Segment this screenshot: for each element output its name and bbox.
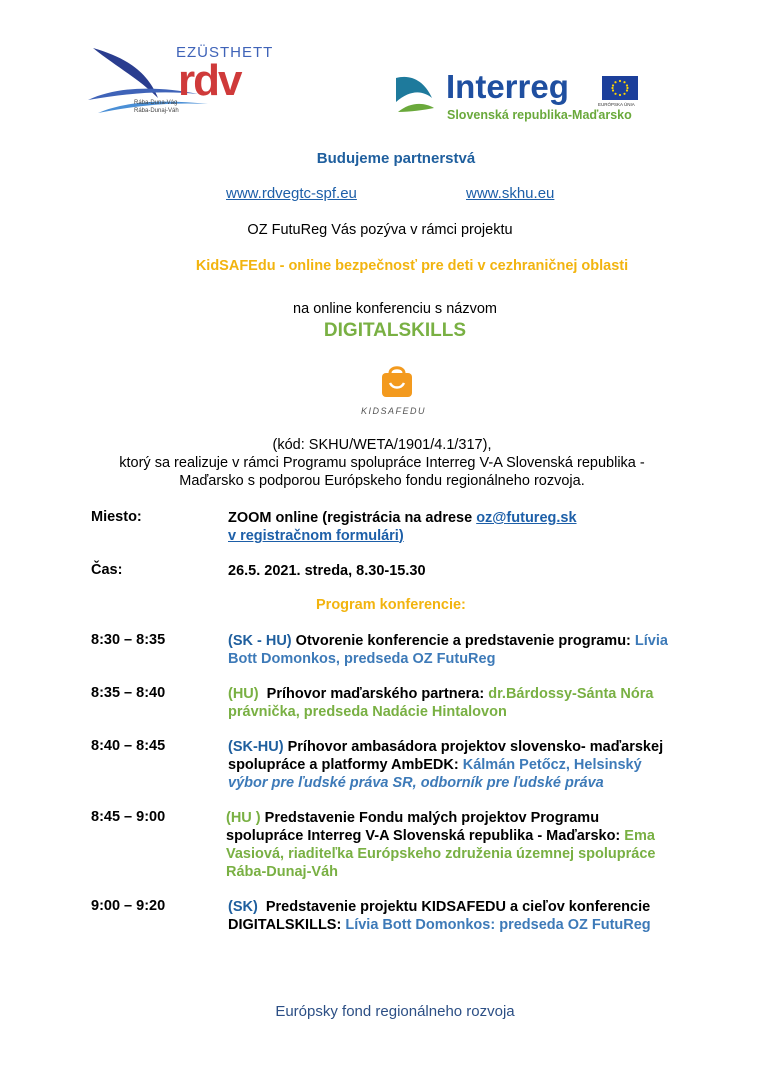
program-item: [226, 809, 706, 881]
description-line-1: ktorý sa realizuje v rámci Programu spolupráce Interreg V-A Slovenská republika -: [119, 455, 645, 471]
program-time: 8:30 – 8:35: [91, 632, 166, 648]
footer-text: Európsky fond regionálneho rozvoja: [275, 1003, 515, 1020]
place-close-paren: ): [398, 528, 404, 544]
language-tag: (HU): [228, 686, 259, 702]
description-line-2: Maďarsko s podporou Európskeho fondu regionálneho rozvoja.: [179, 473, 585, 489]
time-label: Čas:: [91, 562, 123, 578]
email-link[interactable]: oz@futureg.sk: [476, 510, 577, 526]
program-text: spolupráce Interreg V-A Slovenská republika - Maďarsko:: [226, 828, 625, 844]
eu-label: EURÓPSKA ÚNIA: [598, 102, 635, 107]
program-time: 8:45 – 9:00: [91, 809, 166, 825]
program-speaker: Bott Domonkos, predseda OZ FutuReg: [228, 651, 496, 667]
eu-flag-icon: [602, 76, 638, 100]
program-item: [228, 898, 708, 934]
invitation-line: OZ FutuReg Vás pozýva v rámci projektu: [247, 222, 513, 238]
program-item: [228, 685, 708, 721]
program-text: Príhovor maďarského partnera:: [258, 686, 489, 702]
program-speaker: výbor pre ľudské práva SR, odborník pre ľudské práva: [228, 775, 604, 791]
program-text: DIGITALSKILLS:: [228, 917, 346, 933]
program-speaker: Kálmán Petőcz, Helsinský: [462, 757, 642, 773]
program-item: [228, 738, 708, 792]
rdv-logo: [88, 38, 274, 123]
program-time: 8:35 – 8:40: [91, 685, 166, 701]
program-text: Príhovor ambasádora projektov slovensko- maďarskej: [283, 739, 664, 755]
rdv-logo-sub2: Rába-Dunaj-Váh: [134, 108, 179, 114]
language-tag: (SK - HU): [228, 633, 292, 649]
program-speaker: Rába-Dunaj-Váh: [226, 864, 338, 880]
language-tag: (SK-HU): [228, 739, 284, 755]
program-speaker: Lívia Bott Domonkos: predseda OZ FutuReg: [345, 917, 651, 933]
rdv-logo-sub1: Rába-Duna-Vág: [134, 100, 178, 106]
program-speaker: Lívia: [634, 633, 668, 649]
place-value: [228, 509, 688, 545]
kidsafedu-logo: [380, 364, 420, 400]
program-text: Predstavenie Fondu malých projektov Programu: [260, 810, 600, 826]
link-skhu[interactable]: www.skhu.eu: [466, 185, 555, 202]
place-text: ZOOM online (registrácia na adrese: [228, 510, 477, 526]
language-tag: (SK): [228, 899, 258, 915]
project-title: KidSAFEdu - online bezpečnosť pre deti v cezhraničnej oblasti: [195, 258, 629, 274]
rdv-logo-title: EZÜSTHETT: [176, 44, 274, 61]
project-code: (kód: SKHU/WETA/1901/4.1/317),: [272, 437, 492, 453]
program-time: 8:40 – 8:45: [91, 738, 166, 754]
conference-title: DIGITALSKILLS: [323, 320, 467, 341]
program-title: Program konferencie:: [316, 597, 466, 613]
program-text: Predstavenie projektu KIDSAFEDU a cieľov konferencie: [257, 899, 651, 915]
interreg-emblem-icon: [392, 72, 436, 116]
link-rdvegtc[interactable]: www.rdvegtc-spf.eu: [226, 185, 357, 202]
place-label: Miesto:: [91, 509, 142, 525]
language-tag: (HU ): [226, 810, 261, 826]
shopping-bag-icon: [380, 364, 414, 398]
rdv-logo-mark: rdv: [178, 56, 241, 105]
interreg-logo: [392, 68, 652, 128]
program-speaker: Ema: [624, 828, 655, 844]
time-value: 26.5. 2021. streda, 8.30-15.30: [228, 563, 426, 579]
program-text: Otvorenie konferencie a predstavenie programu:: [291, 633, 635, 649]
registration-form-link[interactable]: v registračnom formulári: [228, 528, 399, 544]
program-speaker: právnička, predseda Nadácie Hintalovon: [228, 704, 507, 720]
program-text: spolupráce a platformy AmbEDK:: [228, 757, 463, 773]
conference-intro: na online konferenciu s názvom: [293, 301, 497, 317]
interreg-subtitle: Slovenská republika-Maďarsko: [447, 108, 632, 122]
kidsafedu-label: KIDSAFEDU: [361, 406, 427, 416]
interreg-title: Interreg: [446, 68, 569, 105]
program-speaker: dr.Bárdossy-Sánta Nóra: [488, 686, 654, 702]
program-time: 9:00 – 9:20: [91, 898, 166, 914]
program-speaker: Vasiová, riaditeľka Európskeho združenia územnej spolupráce: [226, 846, 656, 862]
program-item: [228, 632, 708, 668]
partnership-heading: Budujeme partnerstvá: [316, 150, 476, 167]
